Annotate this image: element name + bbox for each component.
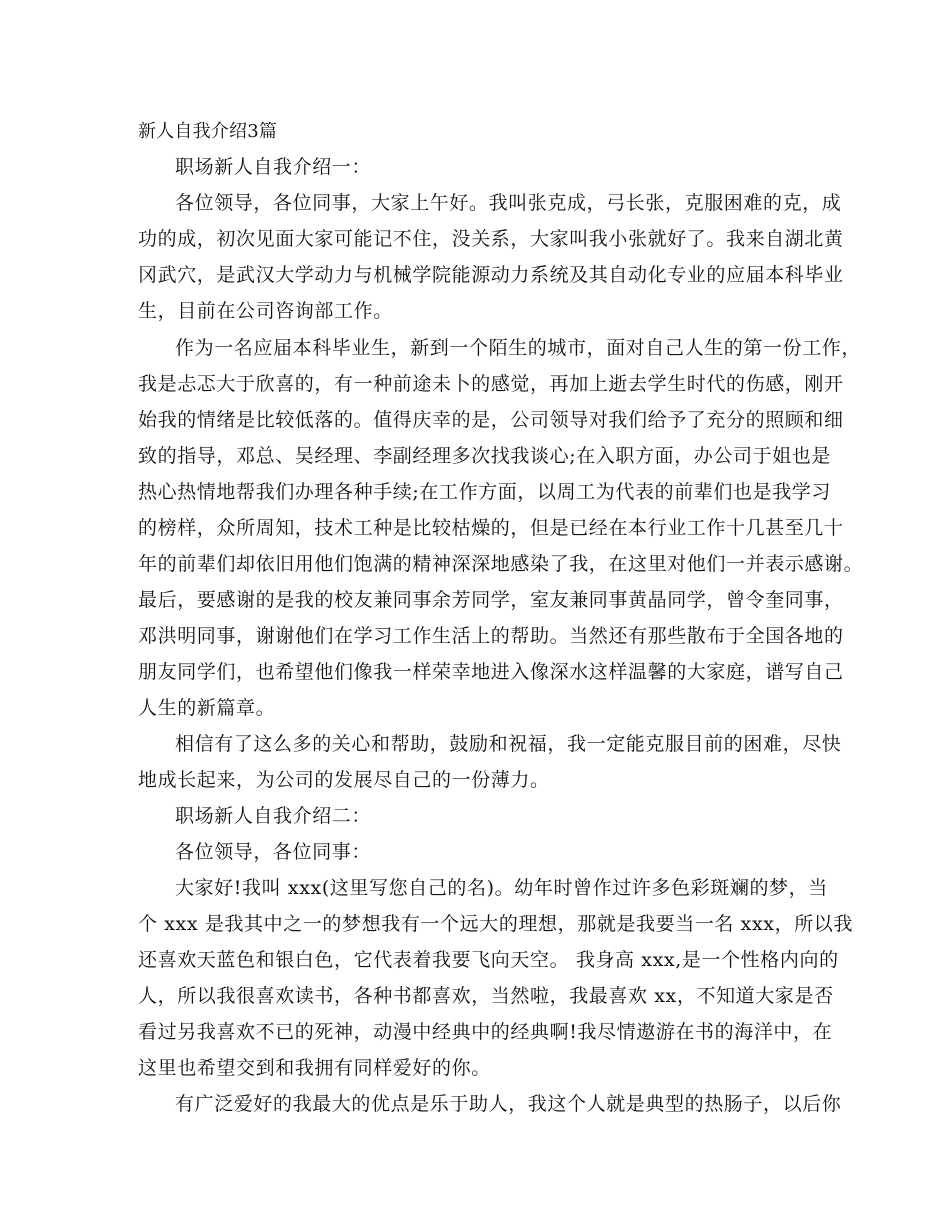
paragraph-line: 作为一名应届本科毕业生，新到一个陌生的城市，面对自己人生的第一份工作， bbox=[175, 337, 862, 359]
paragraph-line: 大家好!我叫 xxx(这里写您自己的名)。幼年时曾作过许多色彩斑斓的梦，当 bbox=[175, 877, 828, 899]
paragraph-line: 我是忐忑大于欣喜的，有一种前途未卜的感觉，再加上逝去学生时代的伤感，刚开 bbox=[138, 373, 844, 395]
section-heading: 职场新人自我介绍二： bbox=[175, 805, 372, 827]
paragraph-line: 这里也希望交到和我拥有同样爱好的你。 bbox=[138, 1057, 491, 1079]
paragraph-line: 朋友同学们，也希望他们像我一样荣幸地进入像深水这样温馨的大家庭，谱写自己 bbox=[138, 661, 844, 683]
paragraph-line: 的榜样，众所周知，技术工种是比较枯燥的，但是已经在本行业工作十几甚至几十 bbox=[138, 517, 844, 539]
paragraph-line: 功的成，初次见面大家可能记不住，没关系，大家叫我小张就好了。我来自湖北黄 bbox=[138, 228, 844, 250]
paragraph-line: 还喜欢天蓝色和银白色，它代表着我要飞向天空。 我身高 xxx,是一个性格内向的 bbox=[138, 949, 839, 971]
paragraph-line: 各位领导，各位同事，大家上午好。我叫张克成，弓长张，克服困难的克，成 bbox=[175, 192, 842, 214]
paragraph-line: 始我的情绪是比较低落的。值得庆幸的是，公司领导对我们给予了充分的照顾和细 bbox=[138, 409, 844, 431]
paragraph-line: 冈武穴，是武汉大学动力与机械学院能源动力系统及其自动化专业的应届本科毕业 bbox=[138, 264, 844, 286]
paragraph-line: 相信有了这么多的关心和帮助，鼓励和祝福，我一定能克服目前的困难，尽快 bbox=[175, 733, 842, 755]
document-title: 新人自我介绍3篇 bbox=[138, 121, 278, 142]
section-heading: 职场新人自我介绍一： bbox=[175, 156, 372, 178]
greeting-line: 各位领导，各位同事： bbox=[175, 841, 372, 863]
paragraph-line: 最后，要感谢的是我的校友兼同事余芳同学，室友兼同事黄晶同学，曾令奎同事， bbox=[138, 589, 844, 611]
paragraph-line: 邓洪明同事，谢谢他们在学习工作生活上的帮助。当然还有那些散布于全国各地的 bbox=[138, 625, 844, 647]
paragraph-line: 致的指导，邓总、吴经理、李副经理多次找我谈心;在入职方面，办公司于姐也是 bbox=[138, 445, 832, 467]
paragraph-line: 有广泛爱好的我最大的优点是乐于助人，我这个人就是典型的热肠子，以后你 bbox=[175, 1093, 842, 1115]
paragraph-line: 年的前辈们却依旧用他们饱满的精神深深地感染了我，在这里对他们一并表示感谢。 bbox=[138, 553, 864, 575]
paragraph-line: 个 xxx 是我其中之一的梦想我有一个远大的理想，那就是我要当一名 xxx，所以我 bbox=[138, 913, 854, 935]
paragraph-line: 地成长起来，为公司的发展尽自己的一份薄力。 bbox=[138, 769, 550, 791]
paragraph-line: 人生的新篇章。 bbox=[138, 697, 276, 719]
paragraph-line: 人，所以我很喜欢读书，各种书都喜欢，当然啦，我最喜欢 xx，不知道大家是否 bbox=[138, 985, 834, 1007]
paragraph-line: 热心热情地帮我们办理各种手续;在工作方面，以周工为代表的前辈们也是我学习 bbox=[138, 481, 832, 503]
paragraph-line: 生，目前在公司咨询部工作。 bbox=[138, 300, 393, 322]
paragraph-line: 看过另我喜欢不已的死神，动漫中经典中的经典啊!我尽情遨游在书的海洋中，在 bbox=[138, 1021, 833, 1043]
